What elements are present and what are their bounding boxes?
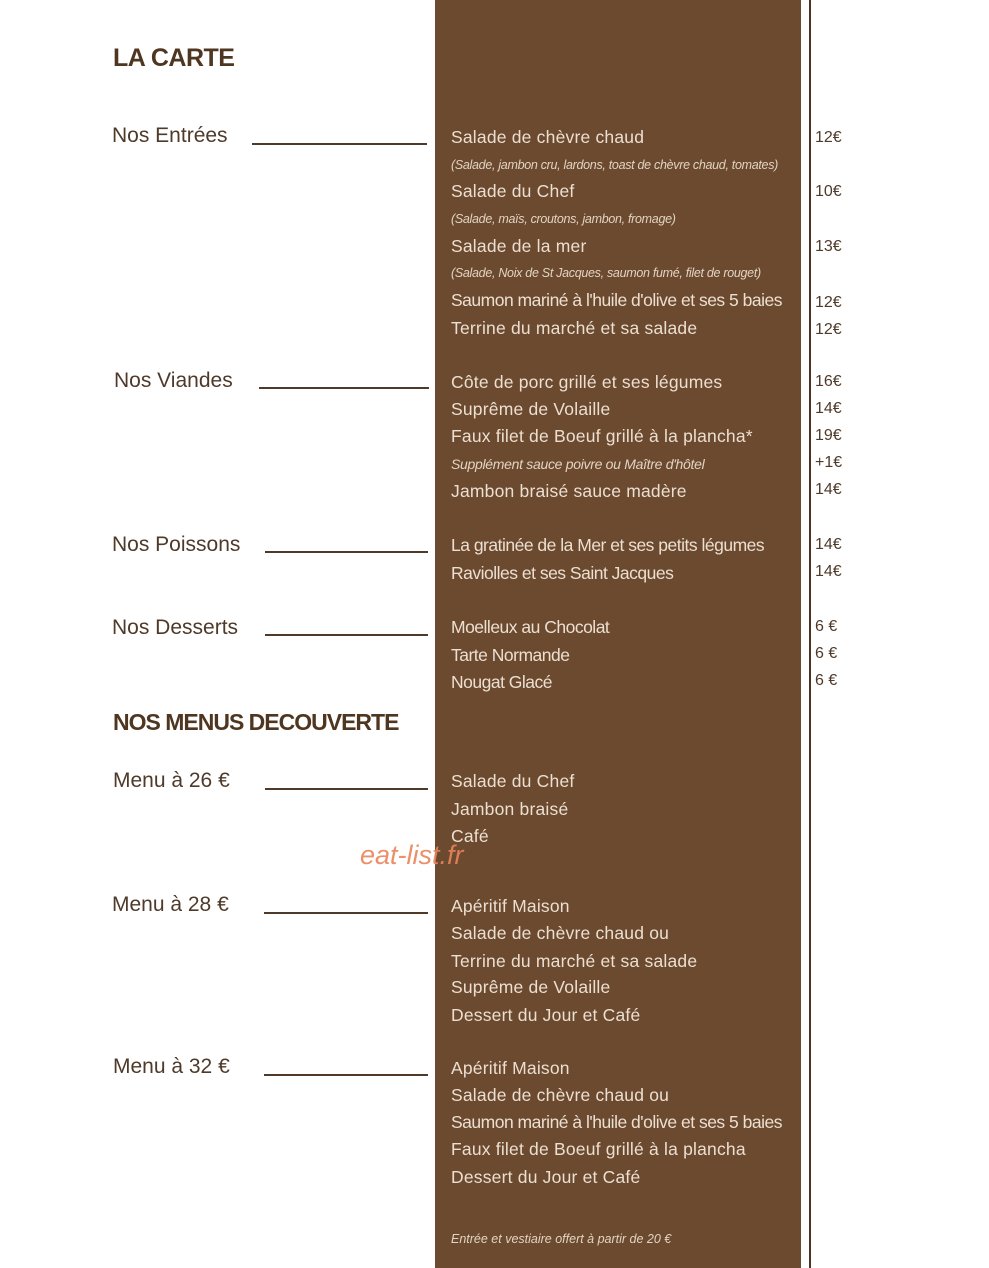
menu-course: Salade du Chef bbox=[451, 771, 575, 791]
menu-item-price: 6 € bbox=[815, 618, 838, 635]
menu-item: Faux filet de Boeuf grillé à la plancha* bbox=[451, 426, 753, 446]
menu-item-price: 16€ bbox=[815, 373, 842, 390]
menu-item-note: (Salade, maïs, croutons, jambon, fromage) bbox=[451, 212, 676, 226]
menu-title-28: Menu à 28 € bbox=[112, 893, 229, 916]
price-column-divider bbox=[809, 0, 811, 1268]
menu-item: Suprême de Volaille bbox=[451, 399, 611, 419]
section-title-entrees: Nos Entrées bbox=[112, 124, 228, 147]
menu-item: La gratinée de la Mer et ses petits légumes bbox=[451, 535, 765, 555]
menu-rule bbox=[264, 1074, 428, 1076]
menu-course: Suprême de Volaille bbox=[451, 977, 611, 997]
menu-item: Salade de chèvre chaud bbox=[451, 127, 645, 147]
menu-item-note: (Salade, Noix de St Jacques, saumon fumé, filet de rouget) bbox=[451, 266, 761, 280]
menu-item: Salade de la mer bbox=[451, 236, 587, 256]
menu-item: Raviolles et ses Saint Jacques bbox=[451, 563, 674, 583]
menu-item: Salade du Chef bbox=[451, 181, 575, 201]
menu-item-note: (Salade, jambon cru, lardons, toast de chèvre chaud, tomates) bbox=[451, 158, 779, 172]
menu-item: Moelleux au Chocolat bbox=[451, 617, 610, 637]
menu-item-price: 12€ bbox=[815, 129, 842, 146]
menu-rule bbox=[265, 788, 428, 790]
menu-course: Terrine du marché et sa salade bbox=[451, 951, 698, 971]
menu-course: Salade de chèvre chaud ou bbox=[451, 923, 670, 943]
menu-item-price: 19€ bbox=[815, 427, 842, 444]
menu-item-price: 6 € bbox=[815, 672, 838, 689]
section-title-viandes: Nos Viandes bbox=[114, 369, 233, 392]
menu-course: Salade de chèvre chaud ou bbox=[451, 1085, 670, 1105]
menu-course: Saumon mariné à l'huile d'olive et ses 5 baies bbox=[451, 1112, 782, 1132]
menu-course: Jambon braisé bbox=[451, 799, 569, 819]
menu-title-32: Menu à 32 € bbox=[113, 1055, 230, 1078]
menu-item-price: +1€ bbox=[815, 454, 843, 471]
menu-rule bbox=[264, 912, 428, 914]
section-rule bbox=[259, 387, 429, 389]
section-rule bbox=[265, 551, 428, 553]
menu-item-price: 14€ bbox=[815, 536, 842, 553]
menu-title-26: Menu à 26 € bbox=[113, 769, 230, 792]
menu-item-price: 10€ bbox=[815, 183, 842, 200]
section-rule bbox=[252, 143, 427, 145]
menu-item: Jambon braisé sauce madère bbox=[451, 481, 687, 501]
menu-item: Tarte Normande bbox=[451, 645, 570, 665]
menu-item: Côte de porc grillé et ses légumes bbox=[451, 372, 723, 392]
menu-item: Saumon mariné à l'huile d'olive et ses 5 baies bbox=[451, 290, 782, 310]
page-title: LA CARTE bbox=[113, 44, 235, 72]
section-title-poissons: Nos Poissons bbox=[112, 533, 241, 556]
menus-heading: NOS MENUS DECOUVERTE bbox=[113, 709, 399, 735]
menu-item-price: 14€ bbox=[815, 400, 842, 417]
menu-course: Café bbox=[451, 826, 489, 846]
section-title-desserts: Nos Desserts bbox=[112, 616, 239, 639]
menu-item-price: 12€ bbox=[815, 294, 842, 311]
menu-course: Dessert du Jour et Café bbox=[451, 1005, 641, 1025]
menu-item: Terrine du marché et sa salade bbox=[451, 318, 698, 338]
footer-note: Entrée et vestiaire offert à partir de 20 € bbox=[451, 1232, 672, 1246]
menu-item-price: 13€ bbox=[815, 238, 842, 255]
menu-course: Apéritif Maison bbox=[451, 896, 570, 916]
section-rule bbox=[265, 634, 428, 636]
menu-item-note: Supplément sauce poivre ou Maître d'hôtel bbox=[451, 456, 705, 472]
menu-item: Nougat Glacé bbox=[451, 672, 553, 692]
menu-item-price: 14€ bbox=[815, 563, 842, 580]
menu-item-price: 6 € bbox=[815, 645, 838, 662]
menu-item-price: 12€ bbox=[815, 321, 842, 338]
menu-item-price: 14€ bbox=[815, 481, 842, 498]
menu-course: Dessert du Jour et Café bbox=[451, 1167, 641, 1187]
menu-course: Apéritif Maison bbox=[451, 1058, 570, 1078]
watermark: eat-list.fr bbox=[360, 840, 464, 870]
menu-course: Faux filet de Boeuf grillé à la plancha bbox=[451, 1139, 746, 1159]
